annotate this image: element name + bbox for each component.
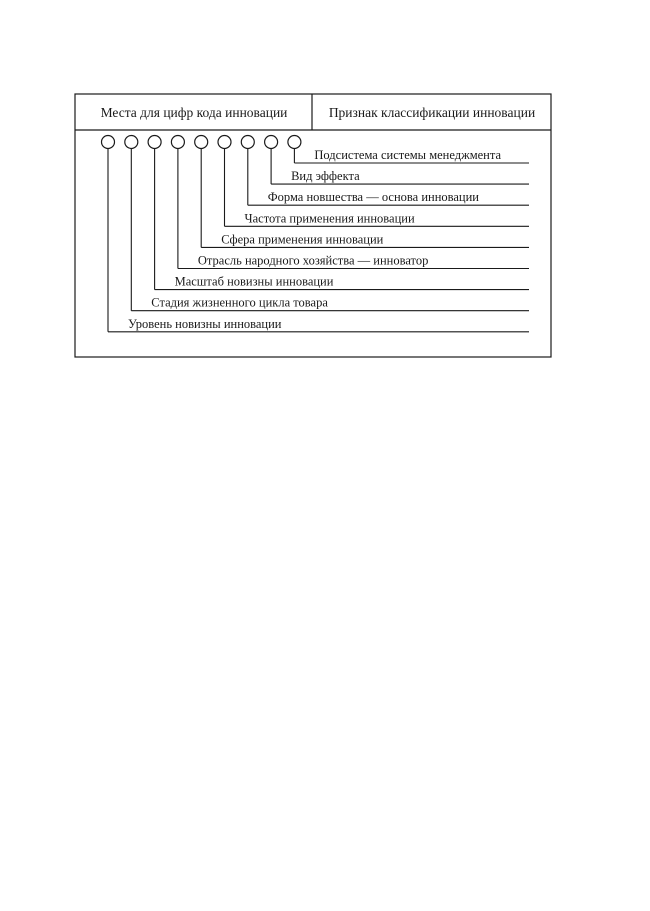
level-label: Стадия жизненного цикла товара — [151, 295, 328, 310]
level-label: Вид эффекта — [291, 169, 360, 184]
code-digit-circle — [218, 136, 231, 149]
code-digit-circle — [195, 136, 208, 149]
level-label: Частота применения инновации — [244, 211, 415, 226]
header-right-text: Признак классификации инновации — [328, 105, 536, 120]
code-digit-circle — [171, 136, 184, 149]
level-label: Сфера применения инновации — [221, 232, 384, 247]
level-label: Отрасль народного хозяйства — инноватор — [197, 253, 429, 268]
code-digit-circle — [125, 136, 138, 149]
level-label: Подсистема системы менеджмента — [314, 148, 502, 162]
header-left-text: Места для цифр кода инновации — [100, 105, 288, 120]
code-digit-circle — [102, 136, 115, 149]
code-digit-circle — [288, 136, 301, 149]
code-digit-circle — [265, 136, 278, 149]
level-label: Форма новшества — основа инновации — [267, 190, 480, 205]
level-label: Уровень новизны инновации — [128, 316, 282, 331]
level-label: Масштаб новизны инновации — [174, 274, 334, 289]
code-digit-circle — [241, 136, 254, 149]
levels-group — [102, 136, 530, 332]
code-digit-circle — [148, 136, 161, 149]
